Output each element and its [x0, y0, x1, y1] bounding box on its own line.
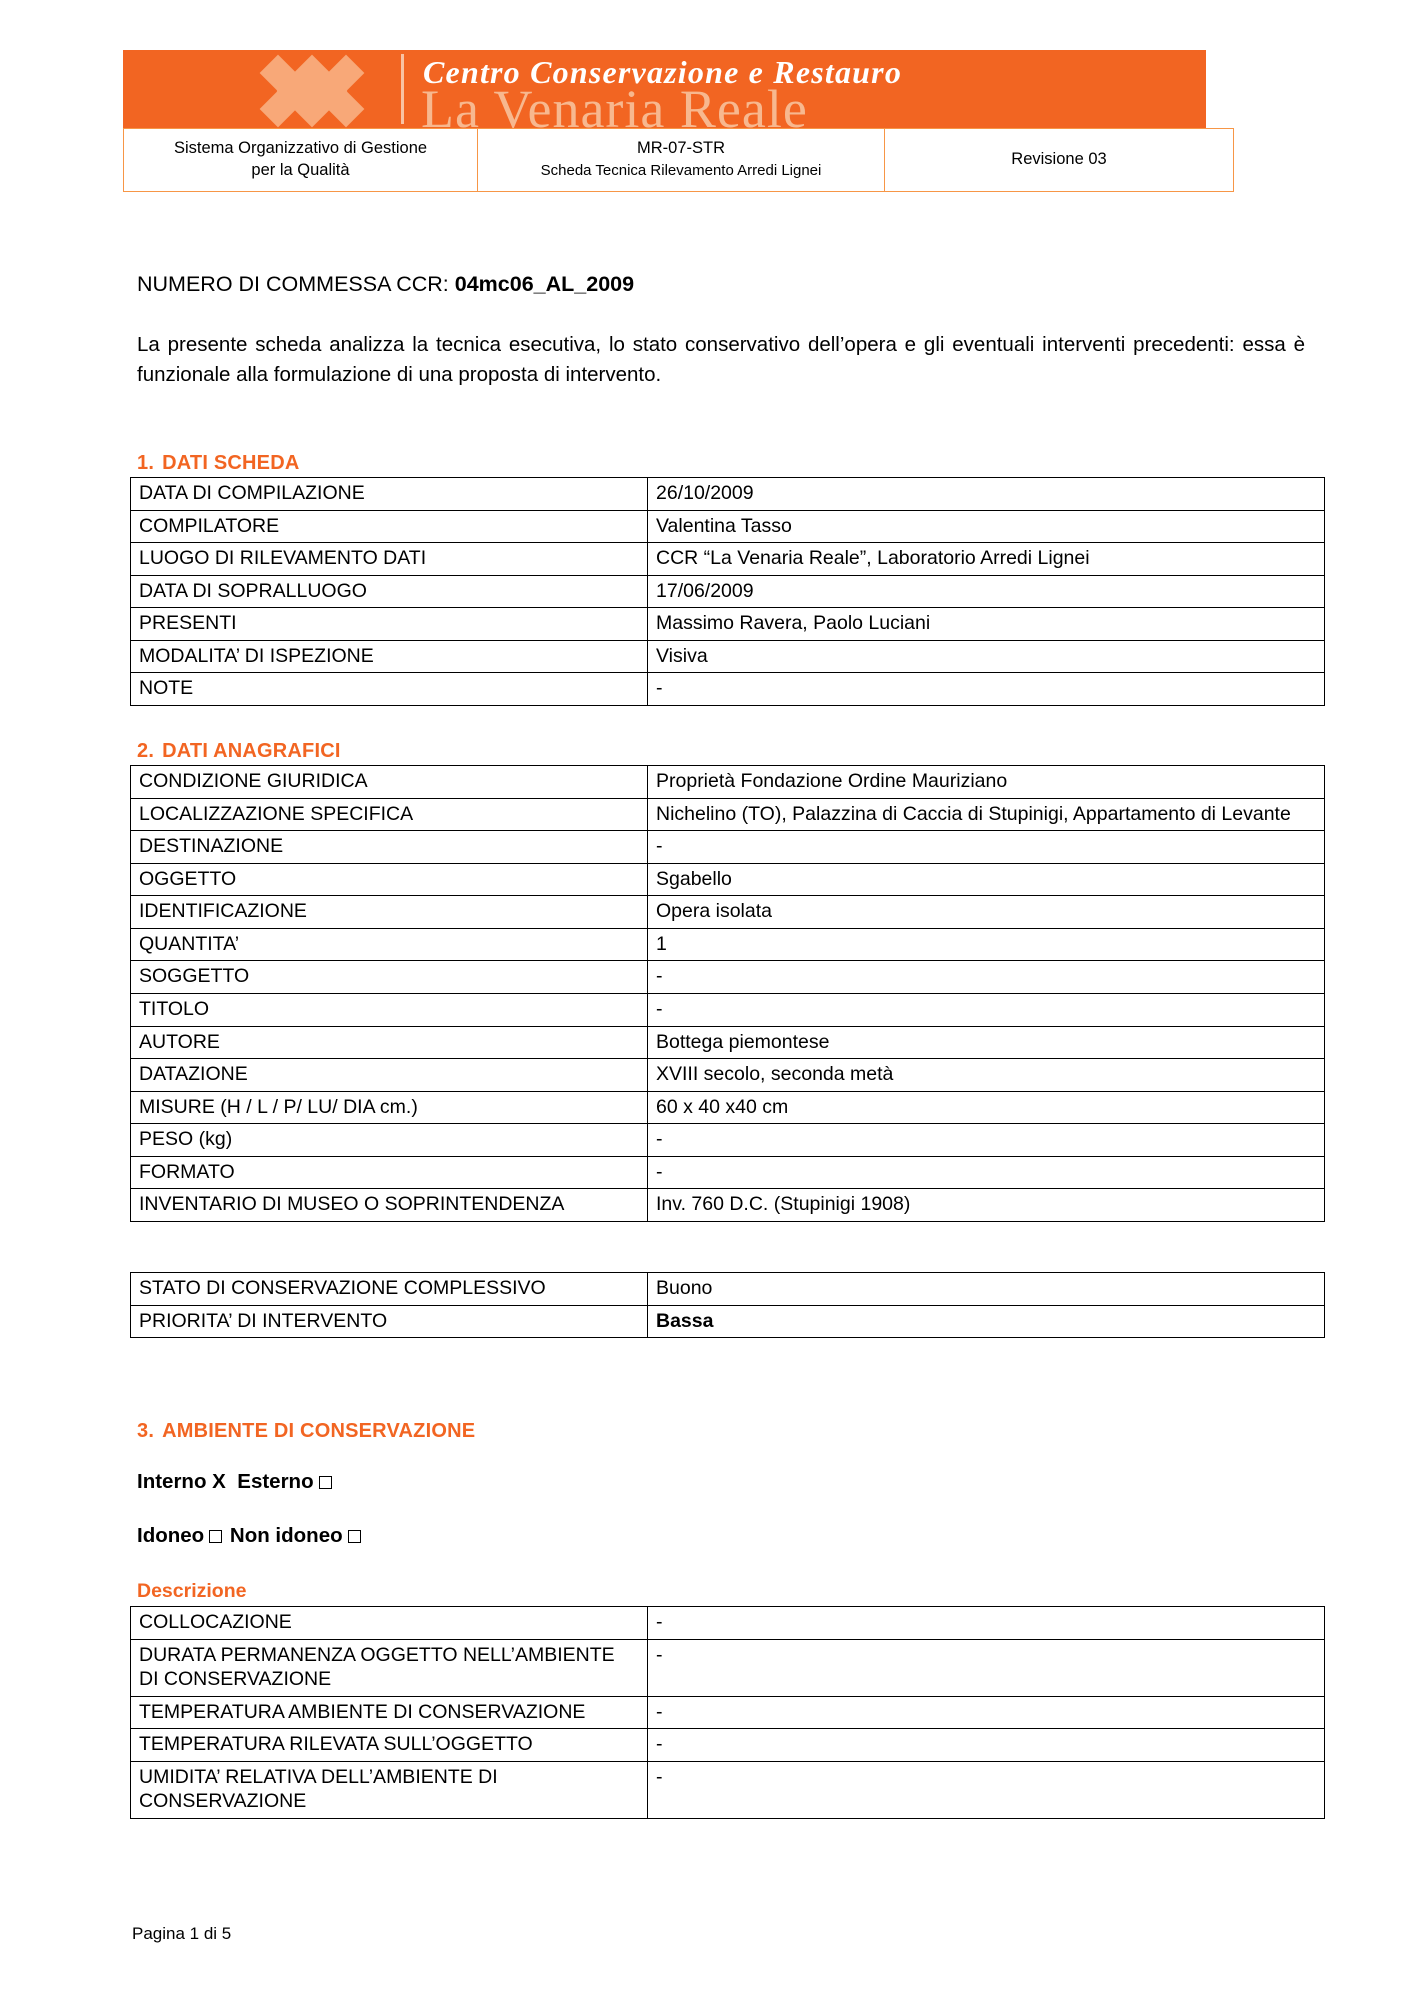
section-1-table [130, 477, 1325, 706]
row-key: OGGETTO [131, 863, 648, 896]
stato-conservazione-table [130, 1272, 1325, 1338]
header-cell-revision: Revisione 03 [885, 129, 1234, 192]
table-row [131, 1639, 1325, 1696]
table-row [131, 1059, 1325, 1092]
table-row [131, 1696, 1325, 1729]
interno-label: Interno [137, 1470, 207, 1493]
table-row [131, 478, 1325, 511]
row-key: MISURE (H / L / P/ LU/ DIA cm.) [131, 1091, 648, 1124]
row-key: NOTE [131, 673, 648, 706]
row-key: DESTINAZIONE [131, 831, 648, 864]
row-value: 60 x 40 x40 cm [648, 1091, 1325, 1124]
section-2-table [130, 765, 1325, 1222]
row-value: - [648, 1696, 1325, 1729]
intro-paragraph: La presente scheda analizza la tecnica esecutiva, lo stato conservativo dell’opera e gli eventuali interventi precedenti: essa è funzionale alla formulazione di una proposta di intervento. [137, 333, 1305, 386]
table-row [131, 1607, 1325, 1640]
row-value: 1 [648, 928, 1325, 961]
table-row [131, 1305, 1325, 1338]
section-2-title: DATI ANAGRAFICI [162, 740, 341, 762]
row-key: LUOGO DI RILEVAMENTO DATI [131, 543, 648, 576]
table-row [131, 766, 1325, 799]
row-value: 17/06/2009 [648, 575, 1325, 608]
commessa-label: NUMERO DI COMMESSA CCR: [137, 272, 449, 296]
section-2-number: 2. [137, 740, 155, 762]
row-value: Bottega piemontese [648, 1026, 1325, 1059]
row-key: STATO DI CONSERVAZIONE COMPLESSIVO [131, 1273, 648, 1306]
header-form-desc: Scheda Tecnica Rilevamento Arredi Lignei [540, 162, 822, 179]
row-key: INVENTARIO DI MUSEO O SOPRINTENDENZA [131, 1189, 648, 1222]
section-1-title: DATI SCHEDA [162, 452, 300, 474]
row-value [648, 1305, 1325, 1338]
commessa-value: 04mc06_AL_2009 [454, 272, 635, 296]
section-3-table [130, 1606, 1325, 1819]
row-key: PRIORITA’ DI INTERVENTO [131, 1305, 648, 1338]
row-value: - [648, 673, 1325, 706]
row-value: XVIII secolo, seconda metà [648, 1059, 1325, 1092]
row-value: CCR “La Venaria Reale”, Laboratorio Arredi Lignei [648, 543, 1325, 576]
row-value: - [648, 1156, 1325, 1189]
table-row [131, 673, 1325, 706]
row-value: - [648, 831, 1325, 864]
idoneo-label: Idoneo [137, 1524, 205, 1547]
row-value: Proprietà Fondazione Ordine Mauriziano [648, 766, 1325, 799]
section-1-heading [137, 452, 299, 475]
row-value: Inv. 760 D.C. (Stupinigi 1908) [648, 1189, 1325, 1222]
table-row [131, 575, 1325, 608]
row-key: PRESENTI [131, 608, 648, 641]
section-1-number: 1. [137, 452, 155, 474]
section-3-heading [137, 1420, 475, 1443]
row-value: Visiva [648, 640, 1325, 673]
header-cell-form [478, 129, 885, 192]
banner-title-secondary: La Venaria Reale [421, 79, 808, 128]
row-key: QUANTITA’ [131, 928, 648, 961]
row-value: Valentina Tasso [648, 510, 1325, 543]
table-row [131, 1124, 1325, 1157]
row-key: TITOLO [131, 993, 648, 1026]
row-value: - [648, 1124, 1325, 1157]
row-key: COLLOCAZIONE [131, 1607, 648, 1640]
table-row [131, 543, 1325, 576]
table-row [131, 1156, 1325, 1189]
interno-mark[interactable]: X [212, 1470, 226, 1493]
table-row [131, 798, 1325, 831]
diamond-lattice-logo [261, 56, 377, 122]
table-row [131, 510, 1325, 543]
row-key: UMIDITA’ RELATIVA DELL’AMBIENTE DI CONSERVAZIONE [131, 1761, 648, 1818]
table-row [131, 608, 1325, 641]
priority-value: Bassa [656, 1309, 714, 1332]
row-key: FORMATO [131, 1156, 648, 1189]
non-idoneo-checkbox[interactable] [348, 1530, 361, 1543]
section-3-number: 3. [137, 1420, 155, 1442]
page-footer: Pagina 1 di 5 [132, 1924, 232, 1943]
row-key: DURATA PERMANENZA OGGETTO NELL’AMBIENTE DI CONSERVAZIONE [131, 1639, 648, 1696]
non-idoneo-label: Non idoneo [229, 1524, 343, 1547]
idoneo-checkbox-row [137, 1524, 363, 1548]
row-value: - [648, 1607, 1325, 1640]
brand-banner [123, 50, 1206, 128]
header-cell-system [124, 129, 478, 192]
row-key: TEMPERATURA AMBIENTE DI CONSERVAZIONE [131, 1696, 648, 1729]
table-row [131, 993, 1325, 1026]
row-key: DATA DI SOPRALLUOGO [131, 575, 648, 608]
table-row [131, 1091, 1325, 1124]
row-value: - [648, 1729, 1325, 1762]
table-row [131, 928, 1325, 961]
row-key: LOCALIZZAZIONE SPECIFICA [131, 798, 648, 831]
idoneo-checkbox[interactable] [209, 1530, 222, 1543]
row-key: COMPILATORE [131, 510, 648, 543]
section-2-heading [137, 740, 341, 763]
row-key: PESO (kg) [131, 1124, 648, 1157]
row-value: Opera isolata [648, 896, 1325, 929]
row-key: DATA DI COMPILAZIONE [131, 478, 648, 511]
row-value: Sgabello [648, 863, 1325, 896]
table-row [131, 1273, 1325, 1306]
row-key: MODALITA’ DI ISPEZIONE [131, 640, 648, 673]
table-row [131, 961, 1325, 994]
descrizione-heading: Descrizione [137, 1580, 247, 1602]
row-key: DATAZIONE [131, 1059, 648, 1092]
row-value: - [648, 1639, 1325, 1696]
row-key: TEMPERATURA RILEVATA SULL’OGGETTO [131, 1729, 648, 1762]
table-row [131, 640, 1325, 673]
row-key: IDENTIFICAZIONE [131, 896, 648, 929]
interno-esterno-checkbox-row [137, 1470, 334, 1494]
row-value: 26/10/2009 [648, 478, 1325, 511]
table-row [131, 1026, 1325, 1059]
header-system-line2: per la Qualità [251, 161, 350, 179]
row-value: Buono [648, 1273, 1325, 1306]
row-value: - [648, 1761, 1325, 1818]
esterno-checkbox[interactable] [319, 1476, 332, 1489]
header-form-code: MR-07-STR [636, 139, 725, 158]
row-value: Massimo Ravera, Paolo Luciani [648, 608, 1325, 641]
table-row [131, 1189, 1325, 1222]
commessa-line [137, 272, 634, 297]
document-header-table [123, 128, 1234, 192]
banner-divider [401, 54, 404, 124]
esterno-label: Esterno [237, 1470, 314, 1493]
row-value: - [648, 961, 1325, 994]
table-row [131, 1761, 1325, 1818]
row-key: SOGGETTO [131, 961, 648, 994]
row-key: CONDIZIONE GIURIDICA [131, 766, 648, 799]
row-key: AUTORE [131, 1026, 648, 1059]
table-row [131, 863, 1325, 896]
table-row [131, 1729, 1325, 1762]
header-row [124, 129, 1234, 192]
banner-title-primary: Centro Conservazione e Restauro [423, 54, 903, 90]
row-value: Nichelino (TO), Palazzina di Caccia di Stupinigi, Appartamento di Levante [648, 798, 1325, 831]
section-3-title: AMBIENTE DI CONSERVAZIONE [162, 1420, 476, 1442]
table-row [131, 831, 1325, 864]
table-row [131, 896, 1325, 929]
row-value: - [648, 993, 1325, 1026]
header-system-line1: Sistema Organizzativo di Gestione [173, 139, 428, 158]
